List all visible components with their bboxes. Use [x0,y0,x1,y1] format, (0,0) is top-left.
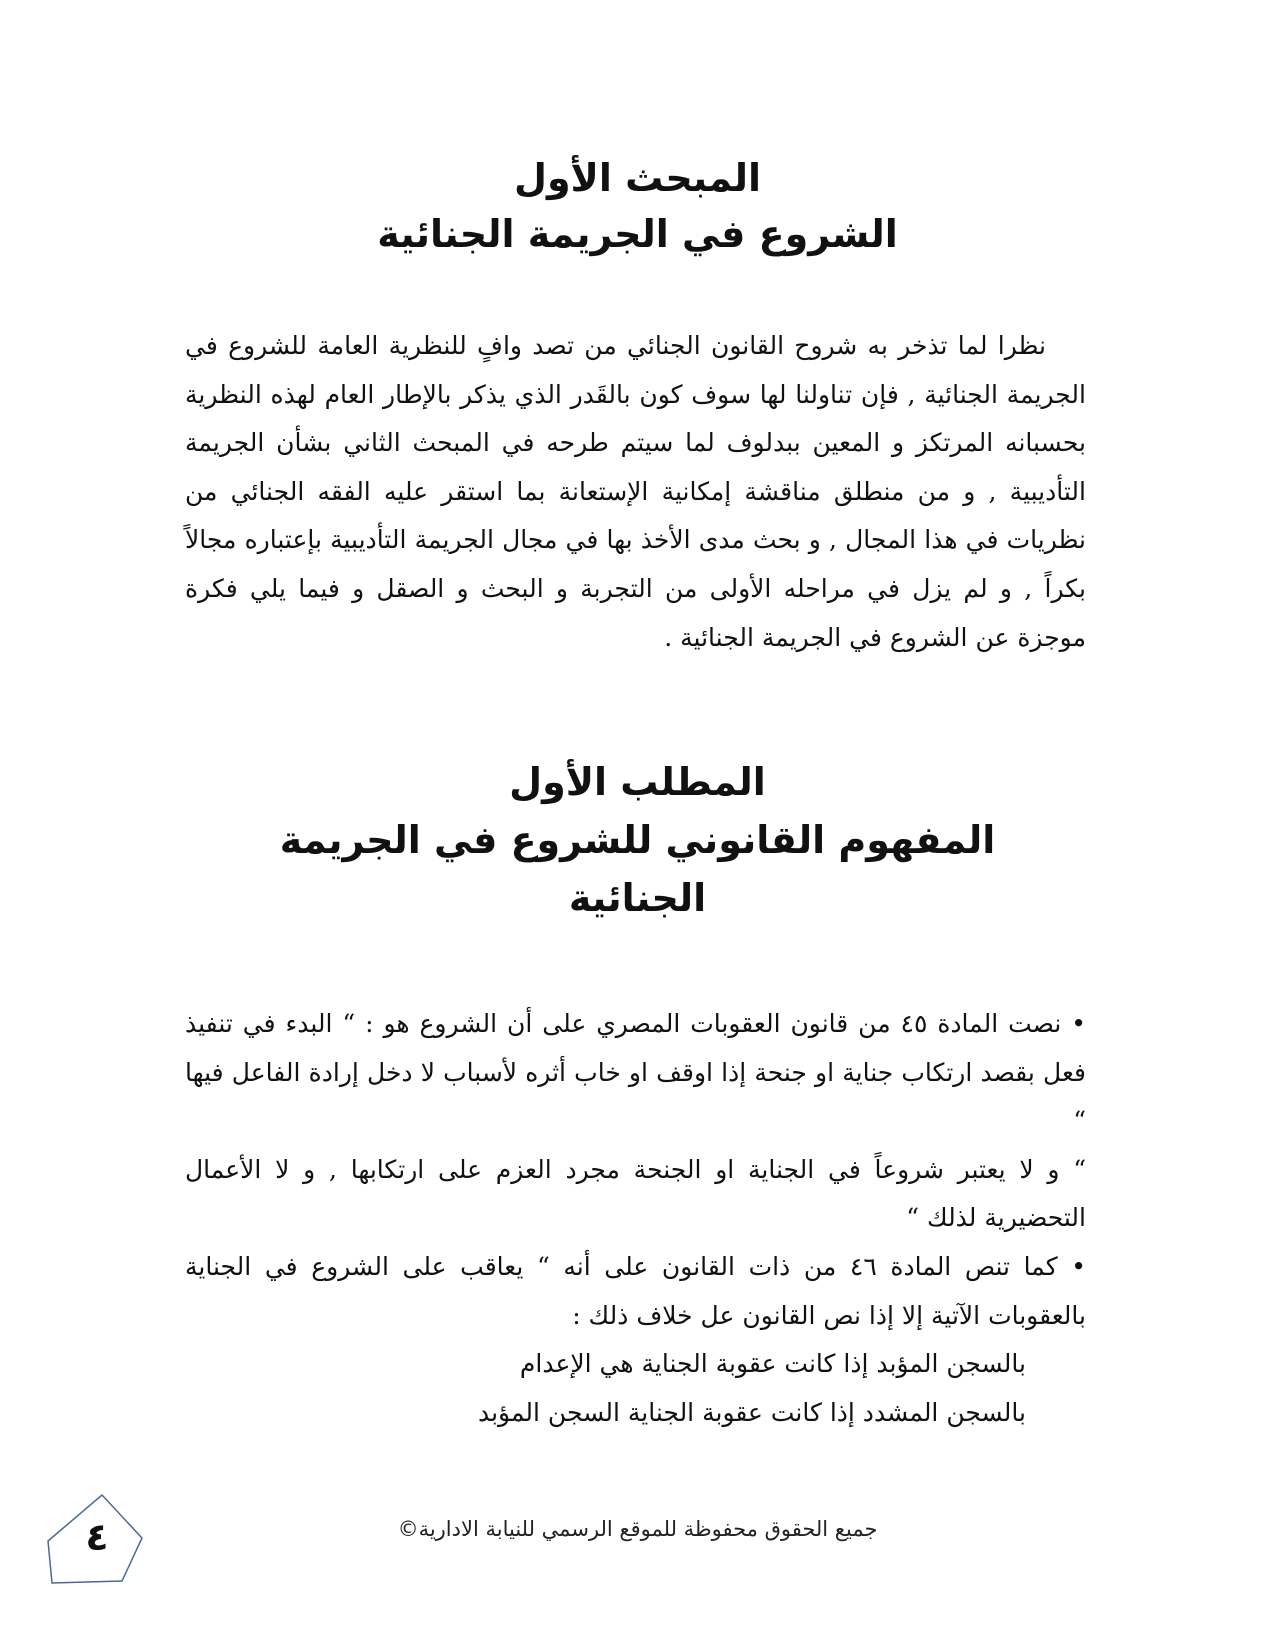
intro-paragraph-block [185,322,1086,722]
punishment-item-1: بالسجن المؤبد إذا كانت عقوبة الجناية هي الإعدام [519,1349,1026,1379]
punishment-item-2: بالسجن المشدد إذا كانت عقوبة الجناية السجن المؤبد [477,1397,1026,1427]
page-number-badge [42,1493,152,1603]
subsection-title-line1: المطلب الأول [509,760,766,804]
intro-paragraph: نظرا لما تذخر به شروح القانون الجنائي من تصد وافٍ للنظرية العامة للشروع في الجريمة الجنائية , فإن تناولنا لها سوف كون بالقَدر الذي يذكر بالإطار العام لهذه النظرية بحسبانه المرتكز و المعين ببدلوف لما سيتم طرحه في المبحث الثاني بشأن الجريمة التأديبية , و من منطلق مناقشة إمكانية الإستعانة بما استقر عليه الفقه الجنائي من نظريات في هذا المجال , و بحث مدى الأخذ بها في مجال الجريمة التأديبية بإعتباره مجالاً بكراً , و لم يزل في مراحله الأولى من التجربة و البحث و الصقل و فيما يلي فكرة موجزة عن الشروع في الجريمة الجنائية . [185,331,1086,652]
footer-copyright: جميع الحقوق محفوظة للموقع الرسمي للنيابة الادارية© [397,1517,878,1541]
page-number: ٤ [85,1515,109,1559]
article-45-paragraph: • نصت المادة ٤٥ من قانون العقوبات المصري على أن الشروع هو : “ البدء في تنفيذ فعل بقصد ارتكاب جناية او جنحة إذا اوقف او خاب أثره لأسباب لا دخل إرادة الفاعل فيها “ [185,1000,1086,1146]
articles-block [185,1000,1086,1437]
section-title-line1: المبحث الأول [513,156,762,200]
subsection-heading [0,753,1275,927]
section-title-line2: الشروع في الجريمة الجنائية [377,212,898,256]
article-46-paragraph: • كما تنص المادة ٤٦ من ذات القانون على أنه “ يعاقب على الشروع في الجناية بالعقوبات الآتية إلا إذا نص القانون عل خلاف ذلك : [185,1243,1086,1340]
subsection-title-line2: المفهوم القانوني للشروع في الجريمة [279,818,996,862]
section-heading [0,150,1275,262]
article-45-continuation: “ و لا يعتبر شروعاً في الجناية او الجنحة مجرد العزم على ارتكابها , و لا الأعمال التحضيرية لذلك “ [185,1154,1086,1233]
subsection-title-line3: الجنائية [568,876,707,920]
